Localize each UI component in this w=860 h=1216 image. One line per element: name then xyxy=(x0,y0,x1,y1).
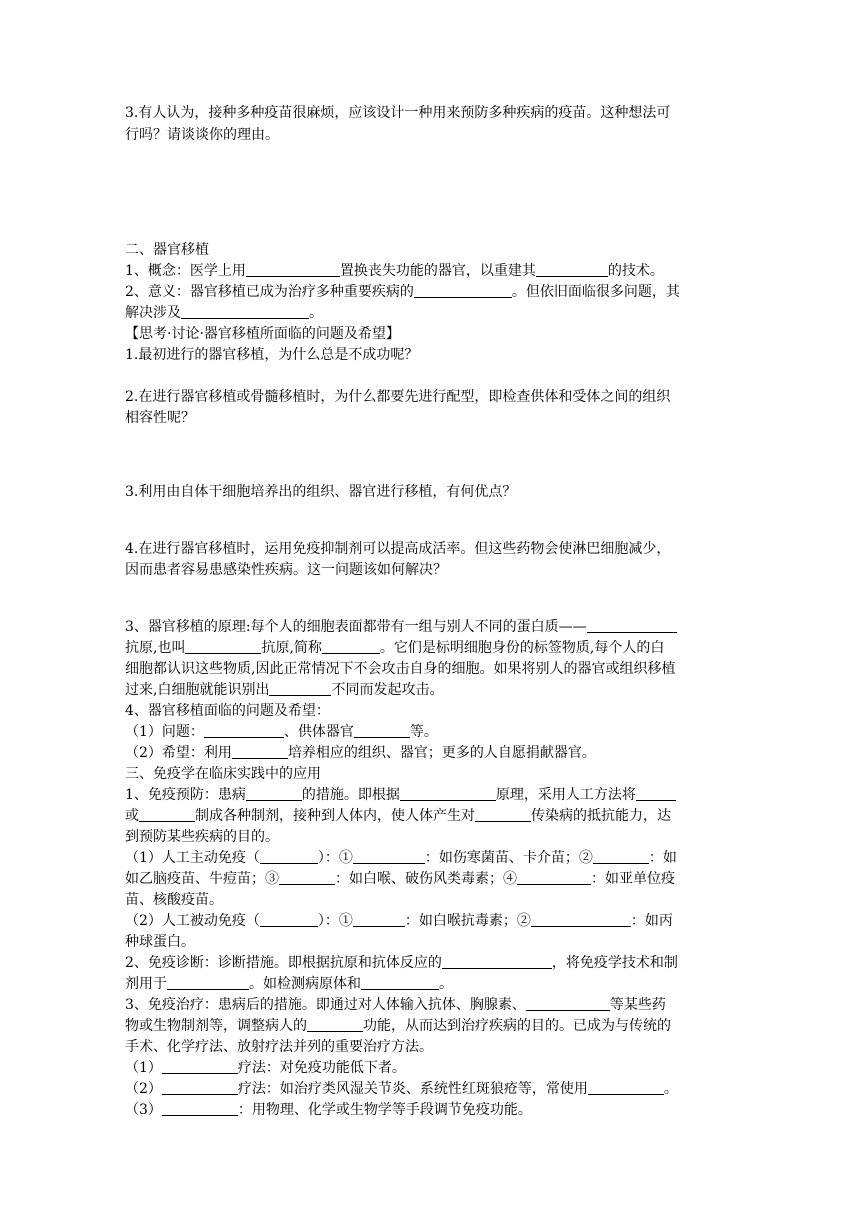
blank[interactable] xyxy=(139,807,195,822)
principle-line-2: 抗原,也叫 抗原,简称 。它们是标明细胞身份的标签物质,每个人的白 xyxy=(125,640,665,656)
blank[interactable] xyxy=(181,304,309,319)
blank[interactable] xyxy=(414,283,512,298)
problems-1: （1）问题： 、供体器官 等。 xyxy=(125,724,438,740)
blank[interactable] xyxy=(204,723,284,738)
blank[interactable] xyxy=(162,1101,238,1116)
question-3-line-1: 3.有人认为，接种多种疫苗很麻烦，应该设计一种用来预防多种疾病的疫苗。这种想法可 xyxy=(125,105,671,121)
section-2-title: 二、器官移植 xyxy=(125,242,209,258)
passive-immunity-line-2: 种球蛋白。 xyxy=(125,934,195,950)
blank[interactable] xyxy=(260,912,318,927)
problems-2: （2）希望：利用 培养相应的组织、器官；更多的人自愿捐献器官。 xyxy=(125,745,596,761)
discussion-q4-line-1: 4.在进行器官移植时，运用免疫抑制剂可以提高成活率。但这些药物会使淋巴细胞减少， xyxy=(125,541,671,557)
blank[interactable] xyxy=(246,262,340,277)
active-immunity-line-3: 苗、核酸疫苗。 xyxy=(125,892,223,908)
discussion-q2-line-2: 相容性呢？ xyxy=(125,410,195,426)
blank[interactable] xyxy=(269,681,331,696)
blank[interactable] xyxy=(400,786,496,801)
discussion-q2-line-1: 2.在进行器官移植或骨髓移植时，为什么都要先进行配型，即检查供体和受体之间的组织 xyxy=(125,389,671,405)
blank[interactable] xyxy=(279,870,335,885)
blank[interactable] xyxy=(361,975,439,990)
blank[interactable] xyxy=(531,912,631,927)
blank[interactable] xyxy=(588,1080,664,1095)
problems-title: 4、器官移植面临的问题及希望： xyxy=(125,703,330,719)
therapy-line-3: 手术、化学疗法、放射疗法并列的重要治疗方法。 xyxy=(125,1039,433,1055)
prevention-line-3: 到预防某些疾病的目的。 xyxy=(125,829,279,845)
blank[interactable] xyxy=(162,1080,238,1095)
passive-immunity-line-1: （2）人工被动免疫（ ）：① ：如白喉抗毒素；② ：如丙 xyxy=(125,913,673,929)
discussion-q1: 1.最初进行的器官移植，为什么总是不成功呢？ xyxy=(125,347,419,363)
diagnosis-line-1: 2、免疫诊断：诊断措施。即根据抗原和抗体反应的 ，将免疫学技术和制 xyxy=(125,955,678,971)
discussion-q4-line-2: 因而患者容易患感染性疾病。这一问题该如何解决？ xyxy=(125,562,447,578)
blank[interactable] xyxy=(536,262,608,277)
discussion-q3: 3.利用由自体干细胞培养出的组织、器官进行移植，有何优点？ xyxy=(125,484,517,500)
blank[interactable] xyxy=(526,996,610,1011)
blank[interactable] xyxy=(354,723,410,738)
blank[interactable] xyxy=(162,1059,238,1074)
active-immunity-line-2: 如乙脑疫苗、牛痘苗；③ ：如白喉、破伤风类毒素；④ ：如亚单位疫 xyxy=(125,871,675,887)
blank[interactable] xyxy=(587,618,677,633)
principle-line-4: 过来,白细胞就能识别出 不同而发起攻击。 xyxy=(125,682,444,698)
therapy-item-2: （2） 疗法：如治疗类风湿关节炎、系统性红斑狼疮等，常使用 。 xyxy=(125,1081,678,1097)
s2-concept: 1、概念：医学上用 置换丧失功能的器官，以重建其 的技术。 xyxy=(125,263,664,279)
blank[interactable] xyxy=(322,639,380,654)
active-immunity-line-1: （1）人工主动免疫（ ）：① ：如伤寒菌苗、卡介苗；② ：如 xyxy=(125,850,677,866)
blank[interactable] xyxy=(636,786,676,801)
blank[interactable] xyxy=(475,807,531,822)
therapy-line-1: 3、免疫治疗：患病后的措施。即通过对人体输入抗体、胸腺素、 等某些药 xyxy=(125,997,666,1013)
blank[interactable] xyxy=(260,849,318,864)
discussion-title: 【思考·讨论·器官移植所面临的问题及希望】 xyxy=(125,326,400,342)
blank[interactable] xyxy=(307,1017,363,1032)
blank[interactable] xyxy=(593,849,649,864)
therapy-line-2: 物或生物制剂等，调整病人的 功能，从而达到治疗疾病的目的。已成为与传统的 xyxy=(125,1018,671,1034)
prevention-line-1: 1、免疫预防：患病 的措施。即根据 原理，采用人工方法将 xyxy=(125,785,735,806)
blank[interactable] xyxy=(232,744,288,759)
prevention-line-2: 或 制成各种制剂，接种到人体内，使人体产生对 传染病的抵抗能力，达 xyxy=(125,808,671,824)
blank[interactable] xyxy=(353,912,405,927)
s2-meaning-2: 解决涉及 。 xyxy=(125,305,323,321)
section-3-title: 三、免疫学在临床实践中的应用 xyxy=(125,766,321,782)
blank[interactable] xyxy=(353,849,425,864)
blank[interactable] xyxy=(517,870,591,885)
therapy-item-1: （1） 疗法：对免疫功能低下者。 xyxy=(125,1060,406,1076)
principle-line-3: 细胞都认识这些物质,因此正常情况下不会攻击自身的细胞。如果将别人的器官或组织移植 xyxy=(125,661,676,677)
s2-meaning-1: 2、意义：器官移植已成为治疗多种重要疾病的 。但依旧面临很多问题，其 xyxy=(125,284,680,300)
blank[interactable] xyxy=(185,639,261,654)
therapy-item-3: （3） ：用物理、化学或生物学等手段调节免疫功能。 xyxy=(125,1102,532,1118)
blank[interactable] xyxy=(167,975,249,990)
blank[interactable] xyxy=(246,786,302,801)
principle-line-1: 3、器官移植的原理:每个人的细胞表面都带有一组与别人不同的蛋白质—— xyxy=(125,617,735,638)
diagnosis-line-2: 剂用于 。如检测病原体和 。 xyxy=(125,976,453,992)
question-3-line-2: 行吗？请谈谈你的理由。 xyxy=(125,127,279,143)
blank[interactable] xyxy=(442,954,552,969)
